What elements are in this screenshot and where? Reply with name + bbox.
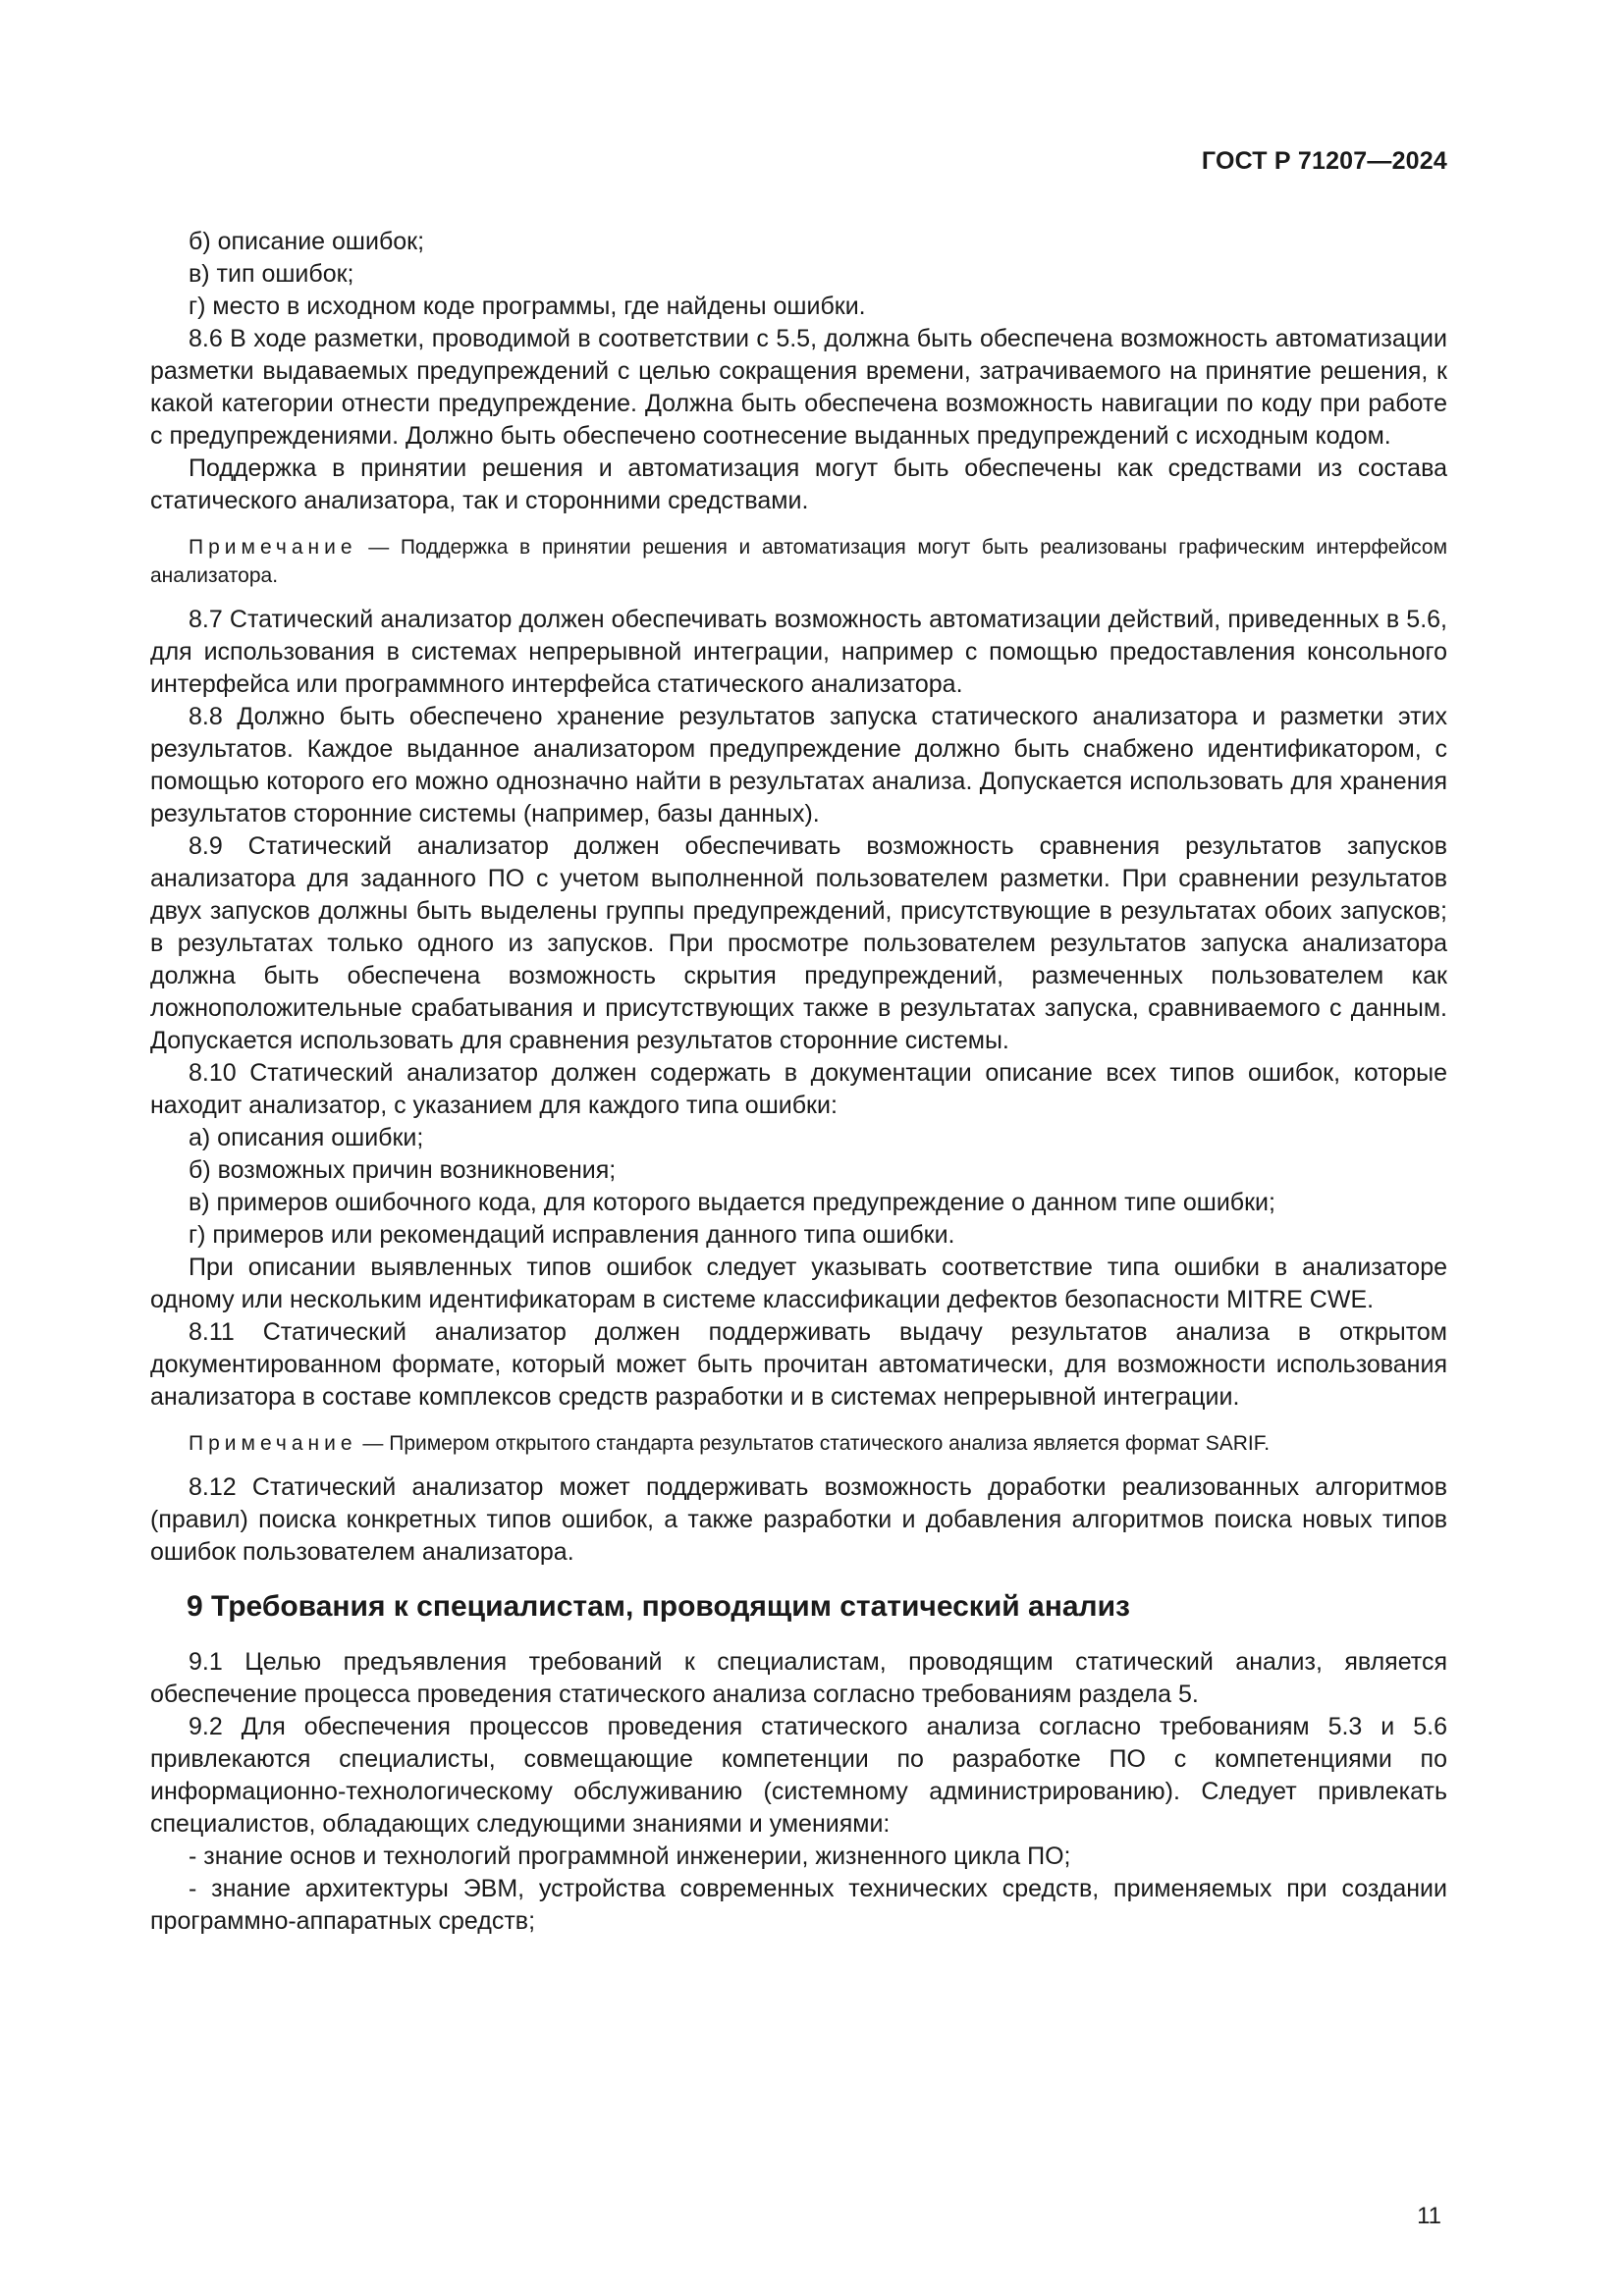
clause-8-8: 8.8 Должно быть обеспечено хранение результатов запуска статического анализатора и разметки этих результатов. Каждое выданное анализатором предупреждение должно быть снабжено идентификатором, с помощью которого его можно однозначно найти в результатах анализа. Допускается использовать для хранения результатов сторонние системы (например, базы данных).: [150, 703, 1447, 828]
list-item: а) описания ошибки;: [189, 1124, 424, 1151]
clause-8-9: 8.9 Статический анализатор должен обеспечивать возможность сравнения результатов запусков анализатора для заданного ПО с учетом выполненной пользователем разметки. При сравнении результатов двух запусков должны быть выделены группы предупреждений, присутствующие в результатах обоих запусков; в результатах только одного из запусков. При просмотре пользователем результатов запуска анализатора должна быть обеспечена возможность скрытия предупреждений, размеченных пользователем как ложноположительные срабатывания и присутствующих также в результатах запуска, сравниваемого с данным. Допускается использовать для сравнения результатов сторонние системы.: [150, 832, 1447, 1054]
paragraph: Поддержка в принятии решения и автоматизация могут быть обеспечены как средствами из состава статического анализатора, так и сторонними средствами.: [150, 454, 1447, 514]
note-1: [150, 533, 1447, 590]
list-item: в) примеров ошибочного кода, для которого выдается предупреждение о данном типе ошибки;: [189, 1189, 1275, 1216]
clause-8-11: 8.11 Статический анализатор должен поддерживать выдачу результатов анализа в открытом документированном формате, который может быть прочитан автоматически, для возможности использования анализатора в составе комплексов средств разработки и в системах непрерывной интеграции.: [150, 1318, 1447, 1411]
paragraph: При описании выявленных типов ошибок следует указывать соответствие типа ошибки в анализаторе одному или нескольким идентификаторам в системе классификации дефектов безопасности MITRE CWE.: [150, 1254, 1447, 1313]
clause-9-1: 9.1 Целью предъявления требований к специалистам, проводящим статический анализ, является обеспечение процесса проведения статического анализа согласно требованиям раздела 5.: [150, 1648, 1447, 1708]
list-item: г) примеров или рекомендаций исправления данного типа ошибки.: [189, 1221, 955, 1249]
list-item: б) описание ошибок;: [189, 228, 425, 255]
clause-8-7: 8.7 Статический анализатор должен обеспечивать возможность автоматизации действий, приведенных в 5.6, для использования в системах непрерывной интеграции, например с помощью предоставления консольного интерфейса или программного интерфейса статического анализатора.: [150, 606, 1447, 698]
clause-8-6: 8.6 В ходе разметки, проводимой в соответствии с 5.5, должна быть обеспечена возможность автоматизации разметки выдаваемых предупреждений с целью сокращения времени, затрачиваемого на принятие решения, к какой категории отнести предупреждение. Должна быть обеспечена возможность навигации по коду при работе с предупреждениями. Должно быть обеспечено соотнесение выданных предупреждений с исходным кодом.: [150, 325, 1447, 450]
clause-8-12: 8.12 Статический анализатор может поддерживать возможность доработки реализованных алгоритмов (правил) поиска конкретных типов ошибок, а также разработки и добавления алгоритмов поиска новых типов ошибок пользователем анализатора.: [150, 1473, 1447, 1566]
list-item: - знание архитектуры ЭВМ, устройства современных технических средств, применяемых при создании программно-аппаратных средств;: [150, 1875, 1447, 1935]
note-label: Примечание: [189, 536, 357, 559]
clause-9-2: 9.2 Для обеспечения процессов проведения статического анализа согласно требованиям 5.3 и 5.6 привлекаются специалисты, совмещающие компетенции по разработке ПО с компетенциями по информационно-технологическому обслуживанию (системному администрированию). Следует привлекать специалистов, обладающих следующими знаниями и умениями:: [150, 1713, 1447, 1838]
list-item: б) возможных причин возникновения;: [189, 1156, 617, 1184]
note-2: [150, 1429, 1447, 1458]
clause-8-10: 8.10 Статический анализатор должен содержать в документации описание всех типов ошибок, которые находит анализатор, с указанием для каждого типа ошибки:: [150, 1059, 1447, 1119]
note-text: — Поддержка в принятии решения и автоматизация могут быть реализованы графическим интерфейсом анализатора.: [150, 536, 1447, 587]
list-item: г) место в исходном коде программы, где найдены ошибки.: [189, 293, 866, 320]
section-heading: 9 Требования к специалистам, проводящим статический анализ: [187, 1590, 1130, 1623]
list-item: в) тип ошибок;: [189, 260, 354, 288]
page-body: [150, 226, 1447, 1938]
note-text: — Примером открытого стандарта результатов статического анализа является формат SARIF.: [356, 1432, 1271, 1455]
list-item: - знание основ и технологий программной инженерии, жизненного цикла ПО;: [189, 1842, 1071, 1870]
note-label: Примечание: [189, 1432, 357, 1455]
page-number: 11: [1417, 2203, 1441, 2229]
document-code: ГОСТ Р 71207—2024: [1201, 147, 1447, 175]
